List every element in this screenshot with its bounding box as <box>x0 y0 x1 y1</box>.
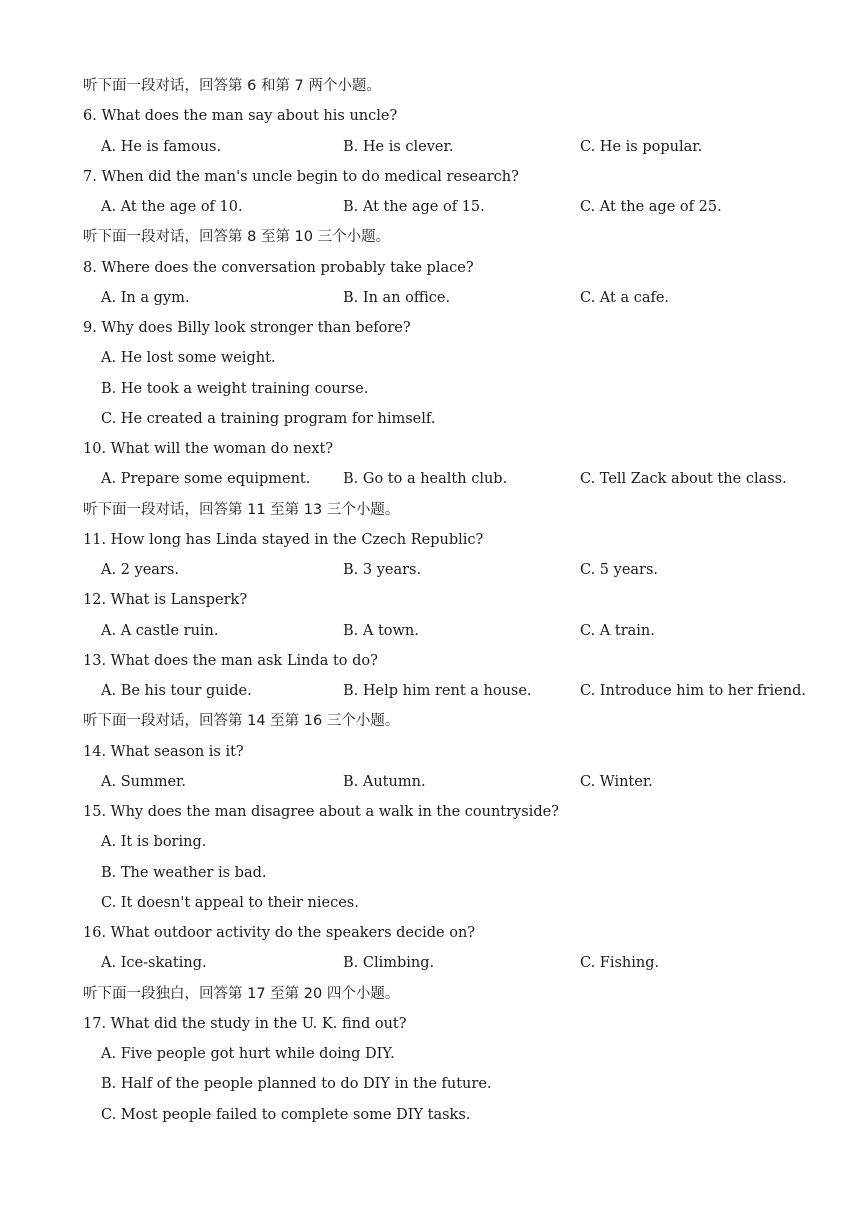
answer-option: A. Be his tour guide. <box>101 683 252 699</box>
options-row <box>0 680 867 702</box>
answer-option: A. He is famous. <box>101 138 222 155</box>
instruction-line <box>0 710 867 732</box>
answer-option: A. He lost some weight. <box>101 350 276 367</box>
question-line <box>0 438 867 460</box>
option-line <box>0 1043 867 1065</box>
section-instruction: 听下面一段对话，回答第 14 至第 16 三个小题。 <box>83 713 400 730</box>
question-line <box>0 166 867 188</box>
section-instruction: 听下面一段对话，回答第 11 至第 13 三个小题。 <box>83 501 400 518</box>
option-line <box>0 408 867 430</box>
section-instruction: 听下面一段对话，回答第 6 和第 7 两个小题。 <box>83 78 381 94</box>
question-line <box>0 105 867 127</box>
question-line <box>0 650 867 672</box>
options-row <box>0 559 867 581</box>
answer-option: B. Climbing. <box>343 955 435 972</box>
option-line <box>0 831 867 853</box>
question-text: 6. What does the man say about his uncle? <box>83 108 398 125</box>
section-instruction: 听下面一段独白，回答第 17 至第 20 四个小题。 <box>83 985 400 1002</box>
answer-option: B. He took a weight training course. <box>101 380 369 397</box>
answer-option: B. Autumn. <box>343 773 426 790</box>
answer-option: C. At a cafe. <box>580 289 670 306</box>
answer-option: B. In an office. <box>343 289 451 306</box>
answer-option: B. The weather is bad. <box>101 864 267 881</box>
answer-option: B. Help him rent a house. <box>343 683 532 699</box>
answer-option: C. It doesn't appeal to their nieces. <box>101 894 359 911</box>
question-text: 17. What did the study in the U. K. find out? <box>83 1015 407 1032</box>
question-text: 16. What outdoor activity do the speakers decide on? <box>83 925 476 941</box>
question-text: 14. What season is it? <box>83 743 244 760</box>
instruction-line <box>0 499 867 521</box>
answer-option: A. At the age of 10. <box>101 199 243 215</box>
question-text: 8. Where does the conversation probably take place? <box>83 259 474 276</box>
options-row <box>0 620 867 642</box>
answer-option: C. He is popular. <box>580 138 703 155</box>
answer-option: A. Ice-skating. <box>101 955 207 972</box>
answer-option: A. It is boring. <box>101 834 207 851</box>
options-row <box>0 287 867 309</box>
answer-option: A. A castle ruin. <box>101 622 219 639</box>
answer-option: A. 2 years. <box>101 562 179 578</box>
option-line <box>0 1104 867 1126</box>
answer-option: B. He is clever. <box>343 138 454 155</box>
answer-option: C. Most people failed to complete some DIY tasks. <box>101 1106 471 1123</box>
question-text: 13. What does the man ask Linda to do? <box>83 652 378 669</box>
question-text: 7. When did the man's uncle begin to do medical research? <box>83 168 519 185</box>
question-line <box>0 317 867 339</box>
question-line <box>0 257 867 279</box>
answer-option: B. A town. <box>343 622 419 639</box>
question-text: 12. What is Lansperk? <box>83 592 248 609</box>
question-line <box>0 529 867 551</box>
option-line <box>0 892 867 914</box>
option-line <box>0 347 867 369</box>
options-row <box>0 136 867 158</box>
answer-option: B. At the age of 15. <box>343 199 485 215</box>
section-instruction: 听下面一段对话，回答第 8 至第 10 三个小题。 <box>83 229 391 246</box>
answer-option: C. Tell Zack about the class. <box>580 471 787 488</box>
answer-option: A. Five people got hurt while doing DIY. <box>101 1046 395 1062</box>
answer-option: A. In a gym. <box>101 289 190 306</box>
instruction-line <box>0 226 867 248</box>
options-row <box>0 952 867 974</box>
answer-option: A. Prepare some equipment. <box>101 471 311 488</box>
question-line <box>0 741 867 763</box>
answer-option: C. At the age of 25. <box>580 199 722 215</box>
option-line <box>0 862 867 884</box>
answer-option: C. A train. <box>580 622 655 639</box>
answer-option: B. 3 years. <box>343 562 422 578</box>
answer-option: C. He created a training program for himself. <box>101 410 436 427</box>
question-text: 10. What will the woman do next? <box>83 441 334 457</box>
question-text: 9. Why does Billy look stronger than before? <box>83 320 411 336</box>
answer-option: C. 5 years. <box>580 562 659 578</box>
answer-option: A. Summer. <box>101 773 186 790</box>
question-line <box>0 922 867 944</box>
instruction-line <box>0 983 867 1005</box>
options-row <box>0 771 867 793</box>
question-line <box>0 589 867 611</box>
question-text: 11. How long has Linda stayed in the Czech Republic? <box>83 531 484 548</box>
options-row <box>0 196 867 218</box>
options-row <box>0 468 867 490</box>
option-line <box>0 1073 867 1095</box>
question-text: 15. Why does the man disagree about a walk in the countryside? <box>83 804 559 820</box>
question-line <box>0 801 867 823</box>
answer-option: C. Fishing. <box>580 955 660 972</box>
instruction-line <box>0 75 867 97</box>
answer-option: B. Half of the people planned to do DIY in the future. <box>101 1076 492 1093</box>
answer-option: B. Go to a health club. <box>343 471 508 488</box>
answer-option: C. Introduce him to her friend. <box>580 683 806 699</box>
question-line <box>0 1013 867 1035</box>
option-line <box>0 378 867 400</box>
answer-option: C. Winter. <box>580 773 653 790</box>
